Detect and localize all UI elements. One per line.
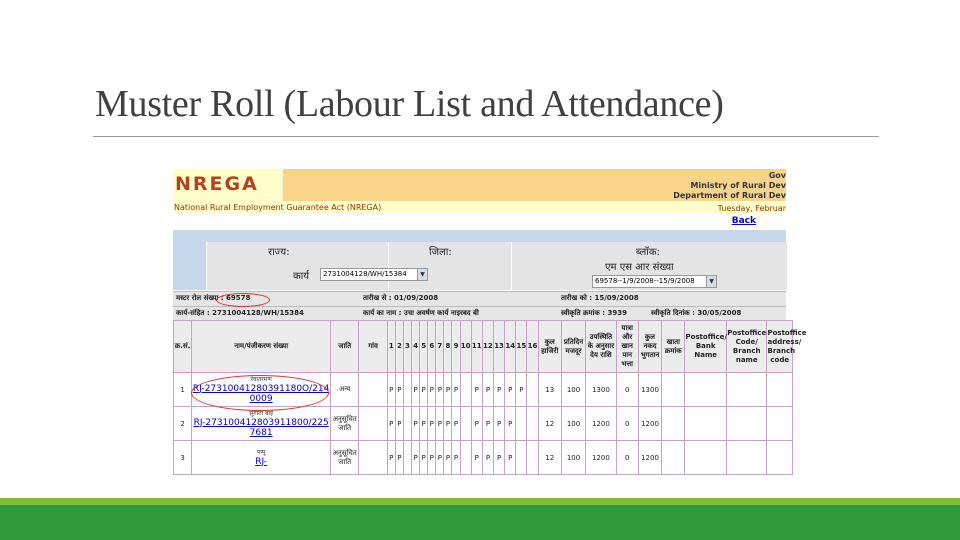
travel-allowance: 0	[616, 407, 638, 441]
table-row	[174, 407, 793, 441]
back-link[interactable]: Back	[731, 216, 756, 226]
attendance-mark: P	[420, 407, 428, 441]
worker-name: सुगीता बाई	[249, 409, 274, 417]
attendance-mark: P	[505, 373, 516, 407]
col-header: कुल हाजिरी	[538, 321, 561, 373]
work-select-value: 2731004128/WH/15384	[323, 270, 407, 278]
total-days: 12	[538, 441, 561, 475]
village	[359, 373, 387, 407]
attendance-mark: P	[395, 373, 403, 407]
travel-allowance: 0	[616, 373, 638, 407]
col-header: यात्रा और खान पान भत्ता	[616, 321, 638, 373]
registration-link[interactable]: RJ-	[255, 456, 268, 467]
annotation-circle	[191, 375, 329, 411]
attendance-mark: P	[395, 407, 403, 441]
amount-due: 1300	[586, 373, 616, 407]
chevron-down-icon: ▼	[706, 276, 716, 287]
col-header: क्र.सं.	[174, 321, 192, 373]
col-header: 15	[516, 321, 527, 373]
department-line: Department of Rural Dev	[673, 191, 786, 200]
daily-wage: 100	[561, 441, 585, 475]
table-row	[174, 441, 793, 475]
work-label: कार्य	[293, 271, 310, 282]
serial-number: 3	[174, 441, 192, 475]
attendance-mark	[460, 407, 471, 441]
account-number	[662, 373, 685, 407]
state-cell	[206, 242, 388, 290]
total-payment: 1200	[638, 441, 661, 475]
attendance-mark	[403, 407, 411, 441]
attendance-mark	[460, 441, 471, 475]
col-header: 4	[412, 321, 420, 373]
attendance-mark: P	[444, 373, 452, 407]
attendance-mark	[403, 373, 411, 407]
col-header: Postoffice Code/ Branch name	[726, 321, 767, 373]
branch-name	[726, 441, 767, 475]
attendance-mark: P	[428, 441, 436, 475]
total-days: 12	[538, 407, 561, 441]
attendance-mark	[527, 441, 538, 475]
worker-name-cell	[192, 441, 331, 475]
attendance-mark: P	[452, 373, 460, 407]
attendance-mark	[403, 441, 411, 475]
serial-number: 2	[174, 407, 192, 441]
sanction-date: स्वीकृति दिनांक : 30/05/2008	[651, 309, 742, 317]
village	[359, 441, 387, 475]
attendance-mark: P	[482, 373, 493, 407]
col-header: नाम/पंजीकरण संख्या	[192, 321, 331, 373]
block-label: ब्लॉक:	[636, 247, 660, 258]
mis-select-value: 69578--1/9/2008--15/9/2008	[595, 277, 695, 285]
branch-code	[767, 373, 793, 407]
sanction-number: स्वीकृति क्रमांक : 3939	[561, 309, 627, 317]
branch-code	[767, 407, 793, 441]
attendance-mark	[527, 373, 538, 407]
col-header: 9	[452, 321, 460, 373]
col-header: Postoffice/ Bank Name	[685, 321, 727, 373]
account-number	[662, 441, 685, 475]
slide-title: Muster Roll (Labour List and Attendance)	[95, 83, 724, 125]
attendance-mark: P	[412, 373, 420, 407]
work-code: कार्य-संहित : 2731004128/WH/15384	[176, 309, 304, 317]
col-header: 3	[403, 321, 411, 373]
col-header: 5	[420, 321, 428, 373]
caste: अन्य	[331, 373, 359, 407]
col-header: जाति	[331, 321, 359, 373]
registration-link[interactable]: RJ-27310041280391180O/2140009	[192, 383, 330, 404]
amount-due: 1200	[586, 441, 616, 475]
attendance-mark	[516, 441, 527, 475]
mis-label: एम एस आर संख्या	[605, 262, 674, 273]
col-header: Postoffice address/ Branch code	[767, 321, 793, 373]
worker-name: पप्पू	[256, 448, 266, 456]
attendance-mark: P	[428, 407, 436, 441]
footer-bar-dark	[0, 505, 960, 540]
attendance-mark: P	[516, 373, 527, 407]
attendance-mark: P	[420, 373, 428, 407]
col-header: 11	[471, 321, 482, 373]
col-header: 12	[482, 321, 493, 373]
attendance-mark	[527, 407, 538, 441]
location-left-band	[173, 242, 206, 290]
date-from: तारीख से : 01/09/2008	[363, 294, 439, 302]
attendance-mark	[460, 373, 471, 407]
registration-link[interactable]: RJ-273100412803911800/2257681	[193, 417, 329, 438]
col-header: 13	[494, 321, 505, 373]
attendance-mark	[516, 407, 527, 441]
attendance-mark: P	[482, 441, 493, 475]
total-payment: 1300	[638, 373, 661, 407]
nrega-subtitle: National Rural Employment Guarantee Act (NREGA)	[174, 203, 382, 212]
attendance-mark: P	[494, 373, 505, 407]
gov-line: Gov	[768, 171, 786, 180]
work-select[interactable]	[320, 268, 428, 281]
total-days: 13	[538, 373, 561, 407]
attendance-mark: P	[436, 441, 444, 475]
attendance-mark: P	[494, 407, 505, 441]
attendance-mark: P	[387, 407, 395, 441]
daily-wage: 100	[561, 407, 585, 441]
district-cell	[388, 242, 511, 290]
attendance-mark: P	[505, 407, 516, 441]
col-header: 1	[387, 321, 395, 373]
col-header: 2	[395, 321, 403, 373]
amount-due: 1200	[586, 407, 616, 441]
back-bar	[173, 213, 786, 230]
branch-code	[767, 441, 793, 475]
serial-number: 1	[174, 373, 192, 407]
attendance-mark: P	[494, 441, 505, 475]
attendance-mark: P	[387, 441, 395, 475]
col-header: कुल नकद भुगतान	[638, 321, 661, 373]
footer-bar-light	[0, 498, 960, 505]
col-header: 8	[444, 321, 452, 373]
attendance-mark: P	[471, 441, 482, 475]
attendance-mark: P	[395, 441, 403, 475]
attendance-mark: P	[420, 441, 428, 475]
bank-name	[685, 373, 727, 407]
table-header-row	[174, 321, 793, 373]
attendance-mark: P	[436, 407, 444, 441]
mis-select[interactable]	[592, 275, 717, 288]
bank-name	[685, 407, 727, 441]
attendance-mark: P	[428, 373, 436, 407]
muster-roll-number: मस्टर रोल संख्या : 69578	[176, 294, 251, 302]
col-header: खाता क्रमांक	[662, 321, 685, 373]
annotation-circle	[216, 293, 270, 307]
attendance-mark: P	[452, 441, 460, 475]
attendance-mark: P	[412, 441, 420, 475]
attendance-mark: P	[452, 407, 460, 441]
nrega-screenshot	[173, 169, 807, 467]
district-label: जिला:	[429, 247, 452, 258]
attendance-mark: P	[471, 407, 482, 441]
ministry-line: Ministry of Rural Dev	[690, 181, 786, 190]
village	[359, 407, 387, 441]
attendance-mark: P	[444, 407, 452, 441]
worker-name-cell	[192, 407, 331, 441]
col-header: 14	[505, 321, 516, 373]
col-header: 7	[436, 321, 444, 373]
total-payment: 1200	[638, 407, 661, 441]
attendance-mark: P	[505, 441, 516, 475]
bank-name	[685, 441, 727, 475]
branch-name	[726, 373, 767, 407]
caste: अनुसूचित जाति	[331, 441, 359, 475]
worker-name: रेवातरमण	[250, 375, 272, 383]
col-header: प्रतिदिन मजदूर	[561, 321, 585, 373]
branch-name	[726, 407, 767, 441]
attendance-mark: P	[482, 407, 493, 441]
attendance-mark: P	[387, 373, 395, 407]
travel-allowance: 0	[616, 441, 638, 475]
date-text: Tuesday, Februar	[717, 204, 786, 213]
account-number	[662, 407, 685, 441]
col-header: गांव	[359, 321, 387, 373]
caste: अनुसूचित जाति	[331, 407, 359, 441]
state-label: राज्य:	[268, 247, 290, 258]
attendance-mark: P	[436, 373, 444, 407]
chevron-down-icon: ▼	[417, 269, 427, 280]
title-divider	[93, 136, 879, 137]
col-header: उपस्थिति के अनुसार देय राशि	[586, 321, 616, 373]
nrega-logo: NREGA	[175, 173, 259, 195]
col-header: 10	[460, 321, 471, 373]
col-header: 16	[527, 321, 538, 373]
attendance-mark: P	[444, 441, 452, 475]
daily-wage: 100	[561, 373, 585, 407]
date-to: तारीख को : 15/09/2008	[561, 294, 639, 302]
attendance-mark: P	[471, 373, 482, 407]
spacer-bar	[173, 230, 786, 242]
work-name: कार्य का नाम : उचा अवर्षण कार्य नाइरबद बी	[363, 309, 479, 317]
col-header: 6	[428, 321, 436, 373]
attendance-mark: P	[412, 407, 420, 441]
